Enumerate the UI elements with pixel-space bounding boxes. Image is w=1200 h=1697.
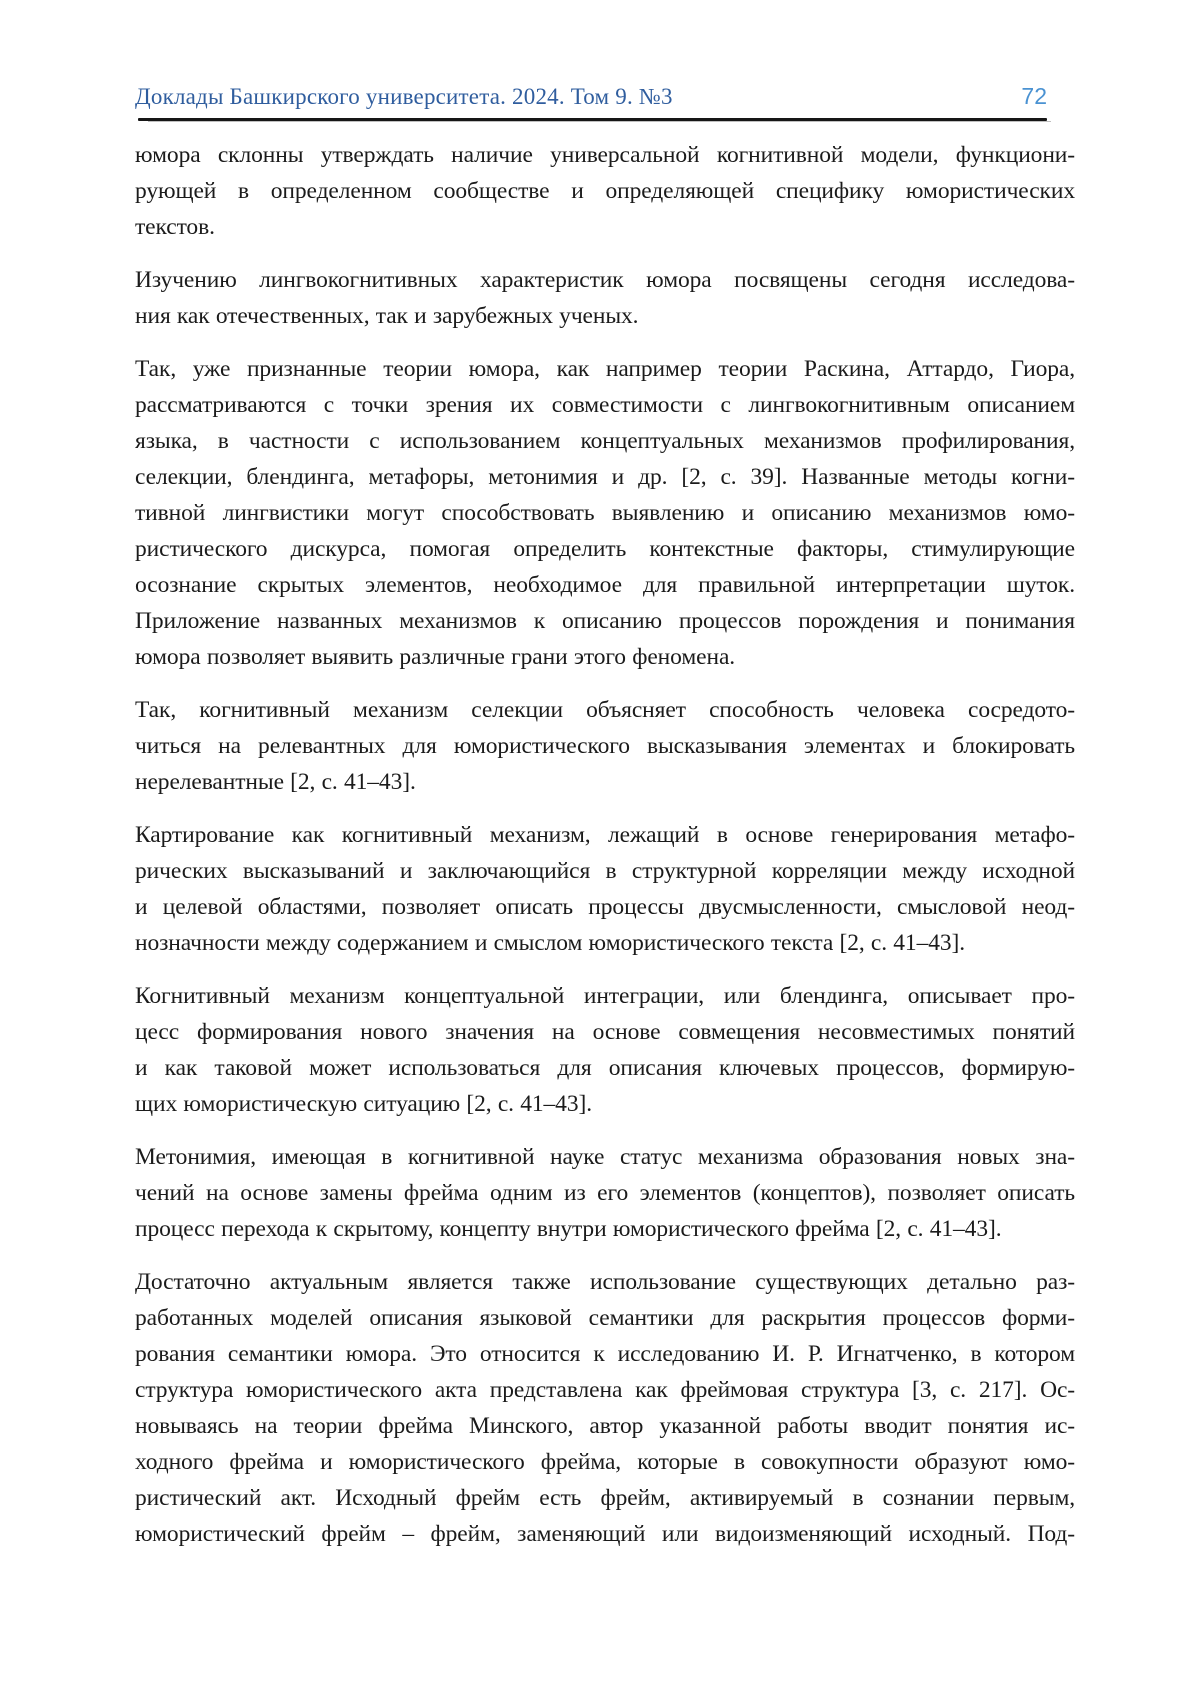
paragraph bbox=[135, 1139, 1075, 1247]
text-line: Картирование как когнитивный механизм, лежащий в основе генерирования метафо- bbox=[135, 822, 1075, 848]
page-number: 72 bbox=[1021, 83, 1047, 109]
text-line: ния как отечественных, так и зарубежных ученых. bbox=[135, 303, 639, 329]
text-line: языка, в частности с использованием концептуальных механизмов профилирования, bbox=[135, 428, 1075, 454]
text-line: структура юмористического акта представлена как фреймовая структура [3, с. 217]. Ос- bbox=[135, 1377, 1075, 1403]
header-rule bbox=[138, 118, 1047, 121]
text-line: и как таковой может использоваться для описания ключевых процессов, формирую- bbox=[135, 1055, 1075, 1081]
text-line: селекции, блендинга, метафоры, метонимия и др. [2, с. 39]. Названные методы когни- bbox=[135, 464, 1075, 490]
text-line: юмора позволяет выявить различные грани этого феномена. bbox=[135, 644, 736, 670]
text-line: нозначности между содержанием и смыслом юмористического текста [2, с. 41–43]. bbox=[135, 930, 966, 956]
text-line: рических высказываний и заключающийся в структурной корреляции между исходной bbox=[135, 858, 1075, 884]
text-line: ристический акт. Исходный фрейм есть фрейм, активируемый в сознании первым, bbox=[135, 1485, 1075, 1511]
paragraph bbox=[135, 262, 1075, 334]
text-line: читься на релевантных для юмористического высказывания элементах и блокировать bbox=[135, 733, 1075, 759]
text-line: юмора склонны утверждать наличие универсальной когнитивной модели, функциони- bbox=[135, 142, 1075, 168]
running-header bbox=[135, 83, 1047, 110]
text-line: Метонимия, имеющая в когнитивной науке статус механизма образования новых зна- bbox=[135, 1144, 1075, 1170]
paragraph bbox=[135, 817, 1075, 961]
paragraph bbox=[135, 351, 1075, 675]
text-line: чений на основе замены фрейма одним из его элементов (концептов), позволяет описать bbox=[135, 1180, 1075, 1206]
text-line: нерелевантные [2, с. 41–43]. bbox=[135, 769, 416, 795]
paragraph bbox=[135, 137, 1075, 245]
text-line: рования семантики юмора. Это относится к исследованию И. Р. Игнатченко, в котором bbox=[135, 1341, 1075, 1367]
text-line: Так, уже признанные теории юмора, как например теории Раскина, Аттардо, Гиора, bbox=[135, 356, 1075, 382]
text-line: рующей в определенном сообществе и определяющей специфику юмористических bbox=[135, 178, 1075, 204]
text-line: рассматриваются с точки зрения их совместимости с лингвокогнитивным описанием bbox=[135, 392, 1075, 418]
text-line: работанных моделей описания языковой семантики для раскрытия процессов форми- bbox=[135, 1305, 1075, 1331]
text-line: Так, когнитивный механизм селекции объясняет способность человека сосредото- bbox=[135, 697, 1075, 723]
text-line: новываясь на теории фрейма Минского, автор указанной работы вводит понятия ис- bbox=[135, 1413, 1075, 1439]
text-line: текстов. bbox=[135, 214, 215, 240]
text-line: Достаточно актуальным является также использование существующих детально раз- bbox=[135, 1269, 1075, 1295]
text-line: осознание скрытых элементов, необходимое для правильной интерпретации шуток. bbox=[135, 572, 1075, 598]
paragraph bbox=[135, 1264, 1075, 1552]
text-line: ристического дискурса, помогая определить контекстные факторы, стимулирующие bbox=[135, 536, 1075, 562]
paragraph bbox=[135, 978, 1075, 1122]
text-line: цесс формирования нового значения на основе совмещения несовместимых понятий bbox=[135, 1019, 1075, 1045]
text-line: тивной лингвистики могут способствовать выявлению и описанию механизмов юмо- bbox=[135, 500, 1075, 526]
text-line: щих юмористическую ситуацию [2, с. 41–43]. bbox=[135, 1091, 592, 1117]
text-line: и целевой областями, позволяет описать процессы двусмысленности, смысловой неод- bbox=[135, 894, 1075, 920]
text-line: процесс перехода к скрытому, концепту внутри юмористического фрейма [2, с. 41–43]. bbox=[135, 1216, 1002, 1242]
journal-title: Доклады Башкирского университета. 2024. Том 9. №3 bbox=[135, 84, 673, 109]
text-line: юмористический фрейм – фрейм, заменяющий или видоизменяющий исходный. Под- bbox=[135, 1521, 1075, 1547]
text-line: Когнитивный механизм концептуальной интеграции, или блендинга, описывает про- bbox=[135, 983, 1075, 1009]
text-line: ходного фрейма и юмористического фрейма, которые в совокупности образуют юмо- bbox=[135, 1449, 1075, 1475]
text-line: Приложение названных механизмов к описанию процессов порождения и понимания bbox=[135, 608, 1075, 634]
text-line: Изучению лингвокогнитивных характеристик юмора посвящены сегодня исследова- bbox=[135, 267, 1075, 293]
paragraph bbox=[135, 692, 1075, 800]
document-body bbox=[135, 137, 1075, 1552]
